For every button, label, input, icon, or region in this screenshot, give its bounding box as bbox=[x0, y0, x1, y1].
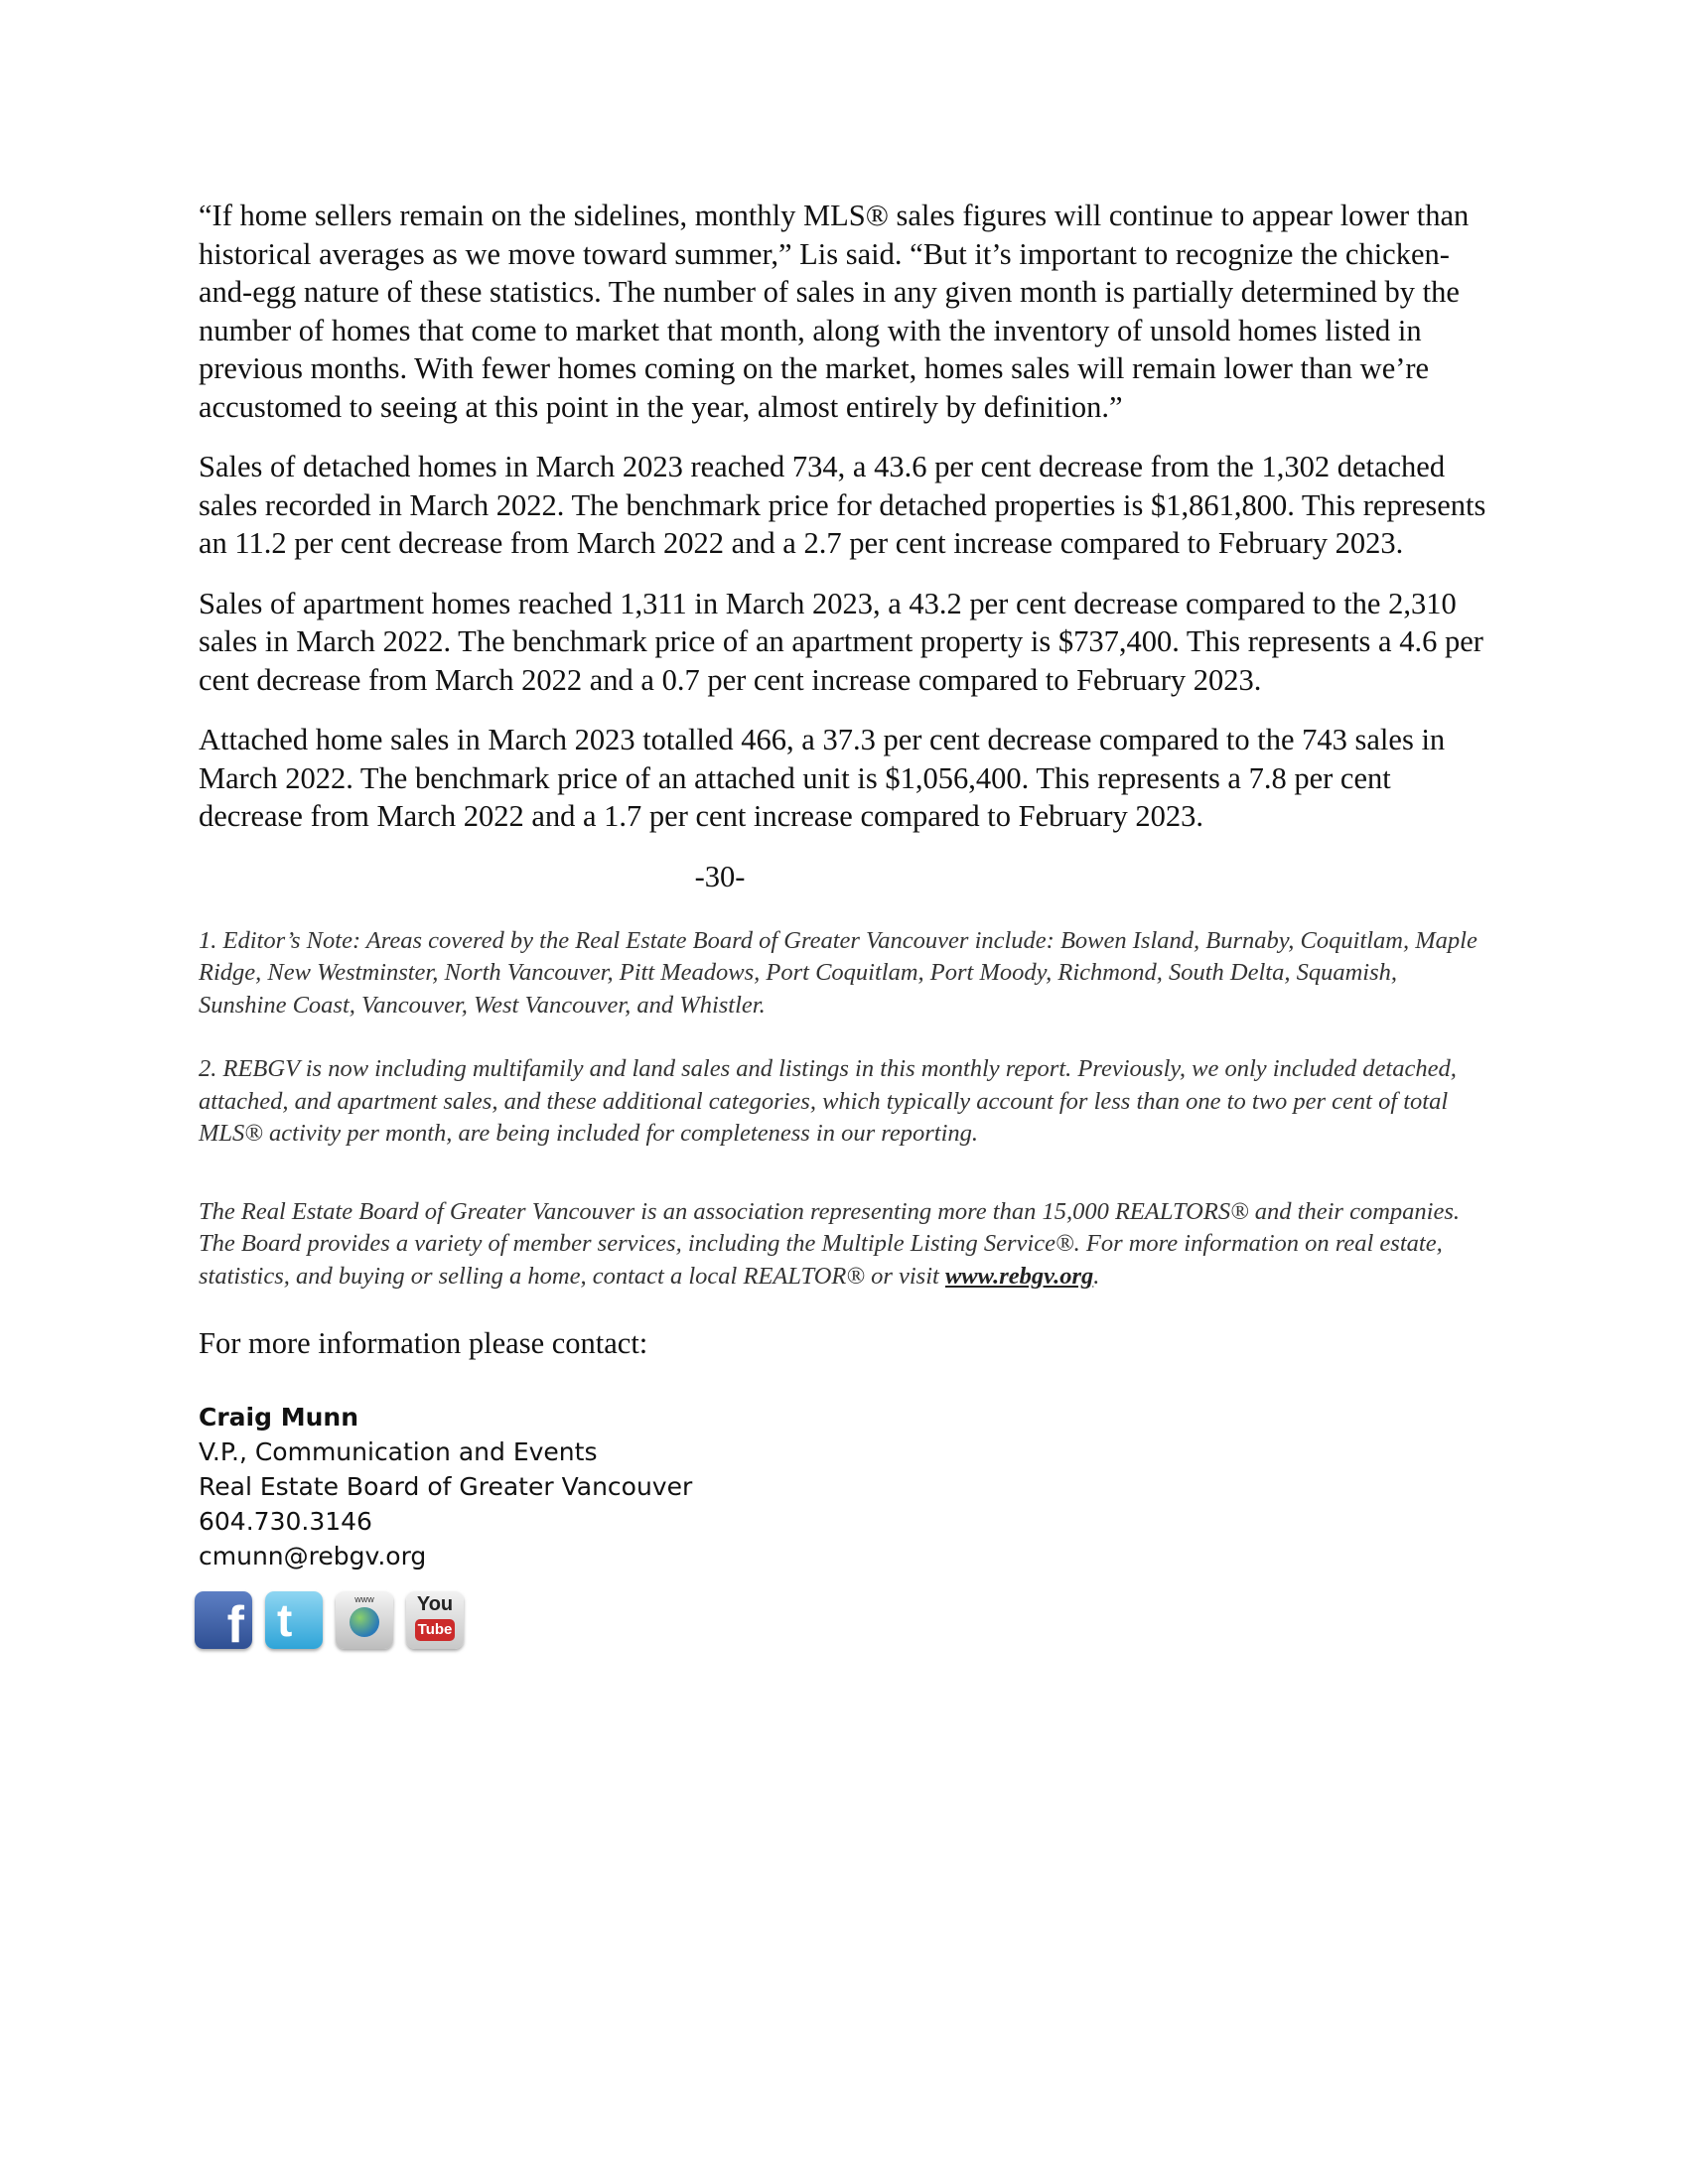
contact-phone: 604.730.3146 bbox=[199, 1507, 372, 1536]
facebook-icon[interactable] bbox=[195, 1591, 252, 1649]
detached-sales-paragraph: Sales of detached homes in March 2023 reached 734, a 43.6 per cent decrease from the 1,302 detached sales recorded in March 2022. The benchmark price for detached properties is $1,861,800. This represents an 11.2 per cent decrease from March 2022 and a 2.7 per cent increase compared to February 2023. bbox=[199, 450, 1486, 560]
website-globe-icon[interactable] bbox=[336, 1591, 393, 1649]
contact-heading: For more information please contact: bbox=[199, 1326, 648, 1360]
facebook-glyph: f bbox=[226, 1596, 244, 1649]
youtube-tube-label: Tube bbox=[415, 1619, 455, 1641]
contact-organization: Real Estate Board of Greater Vancouver bbox=[199, 1472, 693, 1501]
apartment-sales-paragraph: Sales of apartment homes reached 1,311 in March 2023, a 43.2 per cent decrease compared to the 2,310 sales in March 2022. The benchmark price of an apartment property is $737,400. This represents a 4.6 per cent decrease from March 2022 and a 0.7 per cent increase compared to February 2023. bbox=[199, 586, 1483, 697]
contact-block bbox=[199, 1400, 1489, 1573]
contact-name: Craig Munn bbox=[199, 1403, 358, 1432]
social-icons bbox=[195, 1591, 1489, 1649]
about-text: The Real Estate Board of Greater Vancouver is an association representing more than 15,000 REALTORS® and their companies. The Board provides a variety of member services, including the Multiple Listing Service®. For more information on real estate, statistics, and buying or selling a home, contact a local REALTOR® or visit bbox=[199, 1197, 1460, 1290]
about-board bbox=[199, 1196, 1489, 1294]
rebgv-note: 2. REBGV is now including multifamily and land sales and listings in this monthly report. Previously, we only included detached, attached, and apartment sales, and these additional categories, which typically account for less than one to two per cent of total MLS® activity per month, are being included for completeness in our reporting. bbox=[199, 1055, 1457, 1147]
www-label: www bbox=[354, 1594, 374, 1604]
youtube-icon[interactable] bbox=[406, 1591, 464, 1649]
twitter-glyph: t bbox=[277, 1594, 293, 1646]
globe-icon bbox=[350, 1607, 379, 1637]
youtube-you-label: You bbox=[416, 1593, 454, 1615]
attached-sales-paragraph: Attached home sales in March 2023 totalled 466, a 37.3 per cent decrease compared to the 743 sales in March 2022. The benchmark price of an attached unit is $1,056,400. This represents a 7.8 per cent decrease from March 2022 and a 1.7 per cent increase compared to February 2023. bbox=[199, 723, 1446, 833]
end-mark: -30- bbox=[694, 859, 746, 893]
document-page bbox=[199, 197, 1489, 1649]
editors-note: 1. Editor’s Note: Areas covered by the Real Estate Board of Greater Vancouver include: Bowen Island, Burnaby, Coquitlam, Maple Ridge, New Westminster, North Vancouver, Pitt Meadows, Port Coquitlam, Port Moody, Richmond, South Delta, Squamish, Sunshine Coast, Vancouver, West Vancouver, and Whistler. bbox=[199, 926, 1477, 1019]
rebgv-website-link[interactable]: www.rebgv.org bbox=[944, 1262, 1094, 1290]
quote-paragraph: “If home sellers remain on the sidelines, monthly MLS® sales figures will continue to appear lower than historical averages as we move toward summer,” Lis said. “But it’s important to recognize the chicken-and-egg nature of these statistics. The number of sales in any given month is partially determined by the number of homes that come to market that month, along with the inventory of unsold homes listed in previous months. With fewer homes coming on the market, homes sales will remain lower than we’re accustomed to seeing at this point in the year, almost entirely by definition.” bbox=[199, 199, 1470, 424]
about-end: . bbox=[1093, 1262, 1100, 1290]
twitter-icon[interactable] bbox=[265, 1591, 323, 1649]
contact-title: V.P., Communication and Events bbox=[199, 1437, 598, 1466]
contact-email[interactable]: cmunn@rebgv.org bbox=[199, 1542, 427, 1570]
